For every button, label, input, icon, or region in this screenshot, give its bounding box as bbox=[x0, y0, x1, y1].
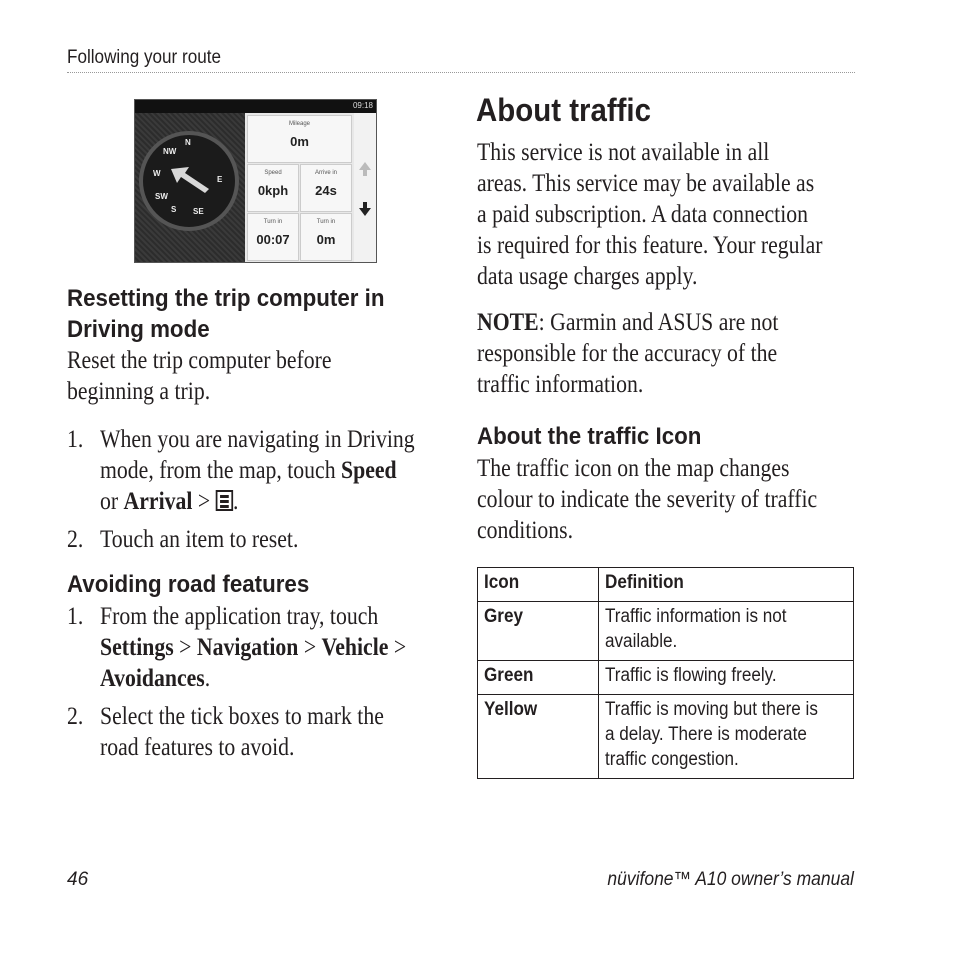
ui-term-navigation: Navigation bbox=[196, 634, 299, 661]
cell-text: Yellow bbox=[484, 699, 538, 720]
text-line: Touch an item to reset. bbox=[100, 526, 299, 553]
scroll-down-icon[interactable] bbox=[354, 199, 376, 219]
separator: > bbox=[298, 634, 322, 661]
heading-line: Driving mode bbox=[67, 316, 210, 343]
trip-cell[interactable] bbox=[300, 213, 352, 261]
step-number: 2. bbox=[67, 526, 84, 553]
heading-arrow-icon bbox=[143, 135, 235, 227]
text-line: Select the tick boxes to mark the bbox=[100, 703, 384, 730]
text-line: : Garmin and ASUS are not bbox=[538, 309, 779, 336]
cell-text: Traffic information is not bbox=[605, 606, 787, 627]
status-bar bbox=[135, 100, 376, 113]
trip-cell-value: 0kph bbox=[257, 183, 289, 198]
status-time: 09:18 bbox=[352, 101, 373, 110]
text-line: Reset the trip computer before bbox=[67, 347, 332, 374]
trip-cell-label: Turn in bbox=[316, 219, 336, 225]
cell-text: Icon bbox=[484, 572, 520, 593]
table-header-definition bbox=[599, 568, 854, 602]
avoid-step-2 bbox=[100, 701, 384, 763]
running-head: Following your route bbox=[67, 47, 221, 68]
table-row bbox=[478, 661, 854, 695]
text-line: road features to avoid. bbox=[100, 734, 295, 761]
manual-title: nüvifone™ A10 owner’s manual bbox=[607, 869, 854, 890]
ui-term-settings: Settings bbox=[100, 634, 174, 661]
text-line: The traffic icon on the map changes bbox=[477, 455, 790, 482]
ui-term-avoidances: Avoidances bbox=[100, 665, 205, 692]
compass-area bbox=[135, 113, 245, 262]
ui-term-vehicle: Vehicle bbox=[321, 634, 389, 661]
cell-text: a delay. There is moderate bbox=[605, 724, 807, 745]
trip-cell[interactable] bbox=[247, 164, 299, 212]
cell-text: Green bbox=[484, 665, 534, 686]
step-number: 1. bbox=[67, 426, 84, 453]
trip-cell-value: 24s bbox=[315, 183, 337, 198]
table-header-row bbox=[478, 568, 854, 602]
separator: > bbox=[173, 634, 197, 661]
text-line: This service is not available in all bbox=[477, 139, 770, 166]
cell-text: Traffic is flowing freely. bbox=[605, 665, 777, 686]
note-label: NOTE bbox=[477, 309, 539, 336]
trip-data-panel bbox=[245, 113, 354, 262]
avoid-step-1 bbox=[100, 601, 406, 694]
trip-cell-label: Speed bbox=[264, 170, 282, 176]
menu-icon bbox=[216, 490, 233, 511]
table-cell-definition bbox=[599, 695, 854, 779]
separator: > bbox=[388, 634, 407, 661]
period: . bbox=[232, 488, 239, 515]
table-header-icon bbox=[478, 568, 599, 602]
compass-icon bbox=[139, 131, 239, 231]
trip-cell[interactable] bbox=[300, 164, 352, 212]
trip-cell-value: 0m bbox=[316, 232, 336, 247]
scroll-up-icon[interactable] bbox=[354, 159, 376, 179]
table-row bbox=[478, 695, 854, 779]
reset-step-2 bbox=[100, 524, 298, 555]
section-heading-reset bbox=[67, 283, 384, 345]
text-line: or bbox=[100, 488, 124, 515]
text-line: responsible for the accuracy of the bbox=[477, 340, 778, 367]
text-line: From the application tray, touch bbox=[100, 603, 379, 630]
compass-dir: W bbox=[153, 169, 161, 178]
text-line: mode, from the map, touch bbox=[100, 457, 342, 484]
traffic-intro bbox=[477, 137, 822, 292]
cell-text: Grey bbox=[484, 606, 523, 627]
separator: > bbox=[192, 488, 216, 515]
compass-dir: SE bbox=[193, 207, 204, 216]
compass-dir: E bbox=[217, 175, 223, 184]
trip-cell-value: 00:07 bbox=[256, 232, 290, 247]
cell-text: traffic congestion. bbox=[605, 749, 739, 770]
cell-text: Traffic is moving but there is bbox=[605, 699, 818, 720]
traffic-icon-text bbox=[477, 453, 817, 546]
compass-dir: NW bbox=[163, 147, 177, 156]
text-line: When you are navigating in Driving bbox=[100, 426, 415, 453]
cell-text: Definition bbox=[605, 572, 684, 593]
scroll-column bbox=[354, 113, 376, 262]
traffic-note bbox=[477, 307, 778, 400]
step-number: 2. bbox=[67, 703, 84, 730]
text-line: areas. This service may be available as bbox=[477, 170, 815, 197]
page-number: 46 bbox=[67, 869, 89, 890]
text-line: colour to indicate the severity of traffic bbox=[477, 486, 818, 513]
step-number: 1. bbox=[67, 603, 84, 630]
traffic-icon-table bbox=[477, 567, 854, 779]
table-cell-icon bbox=[478, 602, 599, 661]
text-line: conditions. bbox=[477, 517, 574, 544]
page-title: About traffic bbox=[476, 92, 651, 128]
text-line: data usage charges apply. bbox=[477, 263, 698, 290]
reset-intro bbox=[67, 345, 332, 407]
device-screenshot bbox=[134, 99, 377, 263]
trip-cell[interactable] bbox=[247, 115, 352, 163]
compass-dir: N bbox=[185, 138, 191, 147]
table-cell-icon bbox=[478, 661, 599, 695]
table-row bbox=[478, 602, 854, 661]
trip-cell-label: Mileage bbox=[288, 121, 310, 127]
trip-cell-label: Arrive in bbox=[314, 170, 337, 176]
table-cell-definition bbox=[599, 661, 854, 695]
header-rule bbox=[67, 72, 855, 73]
cell-text: available. bbox=[605, 631, 678, 652]
heading-line: Resetting the trip computer in bbox=[67, 285, 385, 312]
text-line: beginning a trip. bbox=[67, 378, 211, 405]
table-cell-icon bbox=[478, 695, 599, 779]
reset-step-1 bbox=[100, 424, 415, 517]
ui-term-arrival: Arrival bbox=[123, 488, 193, 515]
trip-cell-value: 0m bbox=[290, 134, 309, 149]
trip-cell[interactable] bbox=[247, 213, 299, 261]
text-line: is required for this feature. Your regular bbox=[477, 232, 823, 259]
text-line: a paid subscription. A data connection bbox=[477, 201, 809, 228]
period: . bbox=[204, 665, 211, 692]
compass-dir: SW bbox=[155, 192, 168, 201]
section-heading-traffic-icon: About the traffic Icon bbox=[477, 423, 702, 450]
section-heading-avoid: Avoiding road features bbox=[67, 571, 310, 598]
ui-term-speed: Speed bbox=[341, 457, 397, 484]
compass-dir: S bbox=[171, 205, 177, 214]
trip-cell-label: Turn in bbox=[263, 219, 283, 225]
text-line: traffic information. bbox=[477, 371, 644, 398]
table-cell-definition bbox=[599, 602, 854, 661]
